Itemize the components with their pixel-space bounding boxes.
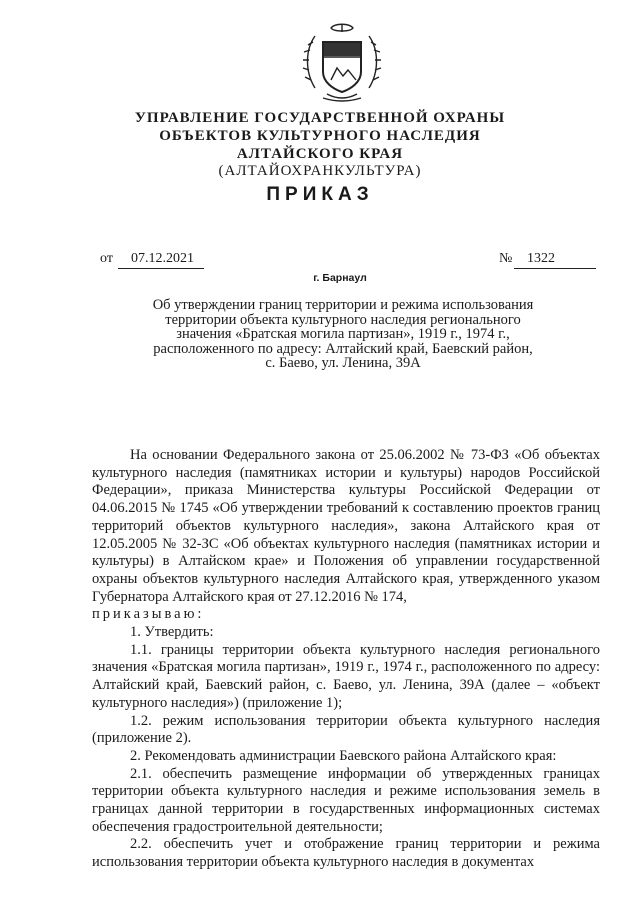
subject-line: с. Баево, ул. Ленина, 39А xyxy=(265,355,421,371)
order-number: 1322 xyxy=(527,251,555,266)
subject-line: значения «Братская могила партизан», 1919 г., 1974 г., xyxy=(176,326,510,342)
order-word: приказываю: xyxy=(92,606,205,623)
org-short-name: (АЛТАЙОХРАНКУЛЬТУРА) xyxy=(218,163,422,179)
preamble-paragraph: На основании Федерального закона от 25.06.2002 № 73-ФЗ «Об объектах культурного наследия (памятниках истории и культуры) народов Российской Федерации», приказа Министерства культуры Российской Федерации от 04.06.2015 № 1745 «Об утверждении требований к составлению проектов границ территорий объектов культурного наследия», закона Алтайского края от 12.05.2005 № 32-ЗС «Об объектах культурного наследия (памятниках истории и культуры) в Алтайском крае» и Положения об управлении государственной охраны объектов культурного наследия Алтайского края, утвержденного указом Губернатора Алтайского края от 27.12.2016 № 174, xyxy=(92,447,600,605)
item-1: 1. Утвердить: xyxy=(130,624,214,641)
coat-of-arms-emblem xyxy=(301,20,383,104)
org-name-line-1: УПРАВЛЕНИЕ ГОСУДАРСТВЕННОЙ ОХРАНЫ xyxy=(134,110,506,126)
number-underline xyxy=(514,268,596,269)
subject-line: территории объекта культурного наследия регионального xyxy=(165,311,521,328)
item-1-1: 1.1. границы территории объекта культурного наследия регионального значения «Братская могила партизан», 1919 г., 1974 г., расположенного по адресу: Алтайский край, Баевский район, с. Баево, ул. Ленина, 39А (далее – «объект культурного наследия») (приложение 1); xyxy=(92,641,600,711)
date-prefix: от xyxy=(100,251,113,266)
document-title: ПРИКАЗ xyxy=(266,184,374,205)
item-1-2: 1.2. режим использования территории объекта культурного наследия (приложение 2). xyxy=(92,712,600,747)
subject-line: расположенного по адресу: Алтайский край, Баевский район, xyxy=(153,340,533,357)
item-2-1: 2.1. обеспечить размещение информации об утвержденных границах территории объекта культурного наследия и режиме использования земель в границах данной территории в государственных информационных системах обеспечения градостроительной деятельности; xyxy=(92,765,600,835)
order-subject xyxy=(130,298,556,371)
order-date: 07.12.2021 xyxy=(131,251,194,266)
item-2-2: 2.2. обеспечить учет и отображение границ территории и режима использования территории объекта культурного наследия в документах xyxy=(92,836,600,871)
order-body xyxy=(92,447,600,872)
subject-line: Об утверждении границ территории и режима использования xyxy=(152,297,534,313)
org-name-line-2: ОБЪЕКТОВ КУЛЬТУРНОГО НАСЛЕДИЯ xyxy=(159,128,481,144)
number-prefix: № xyxy=(499,251,513,266)
date-underline xyxy=(118,268,204,269)
org-name-line-3: АЛТАЙСКОГО КРАЯ xyxy=(236,146,404,162)
item-2: 2. Рекомендовать администрации Баевского района Алтайского края: xyxy=(130,747,557,764)
city: г. Барнаул xyxy=(313,272,367,284)
